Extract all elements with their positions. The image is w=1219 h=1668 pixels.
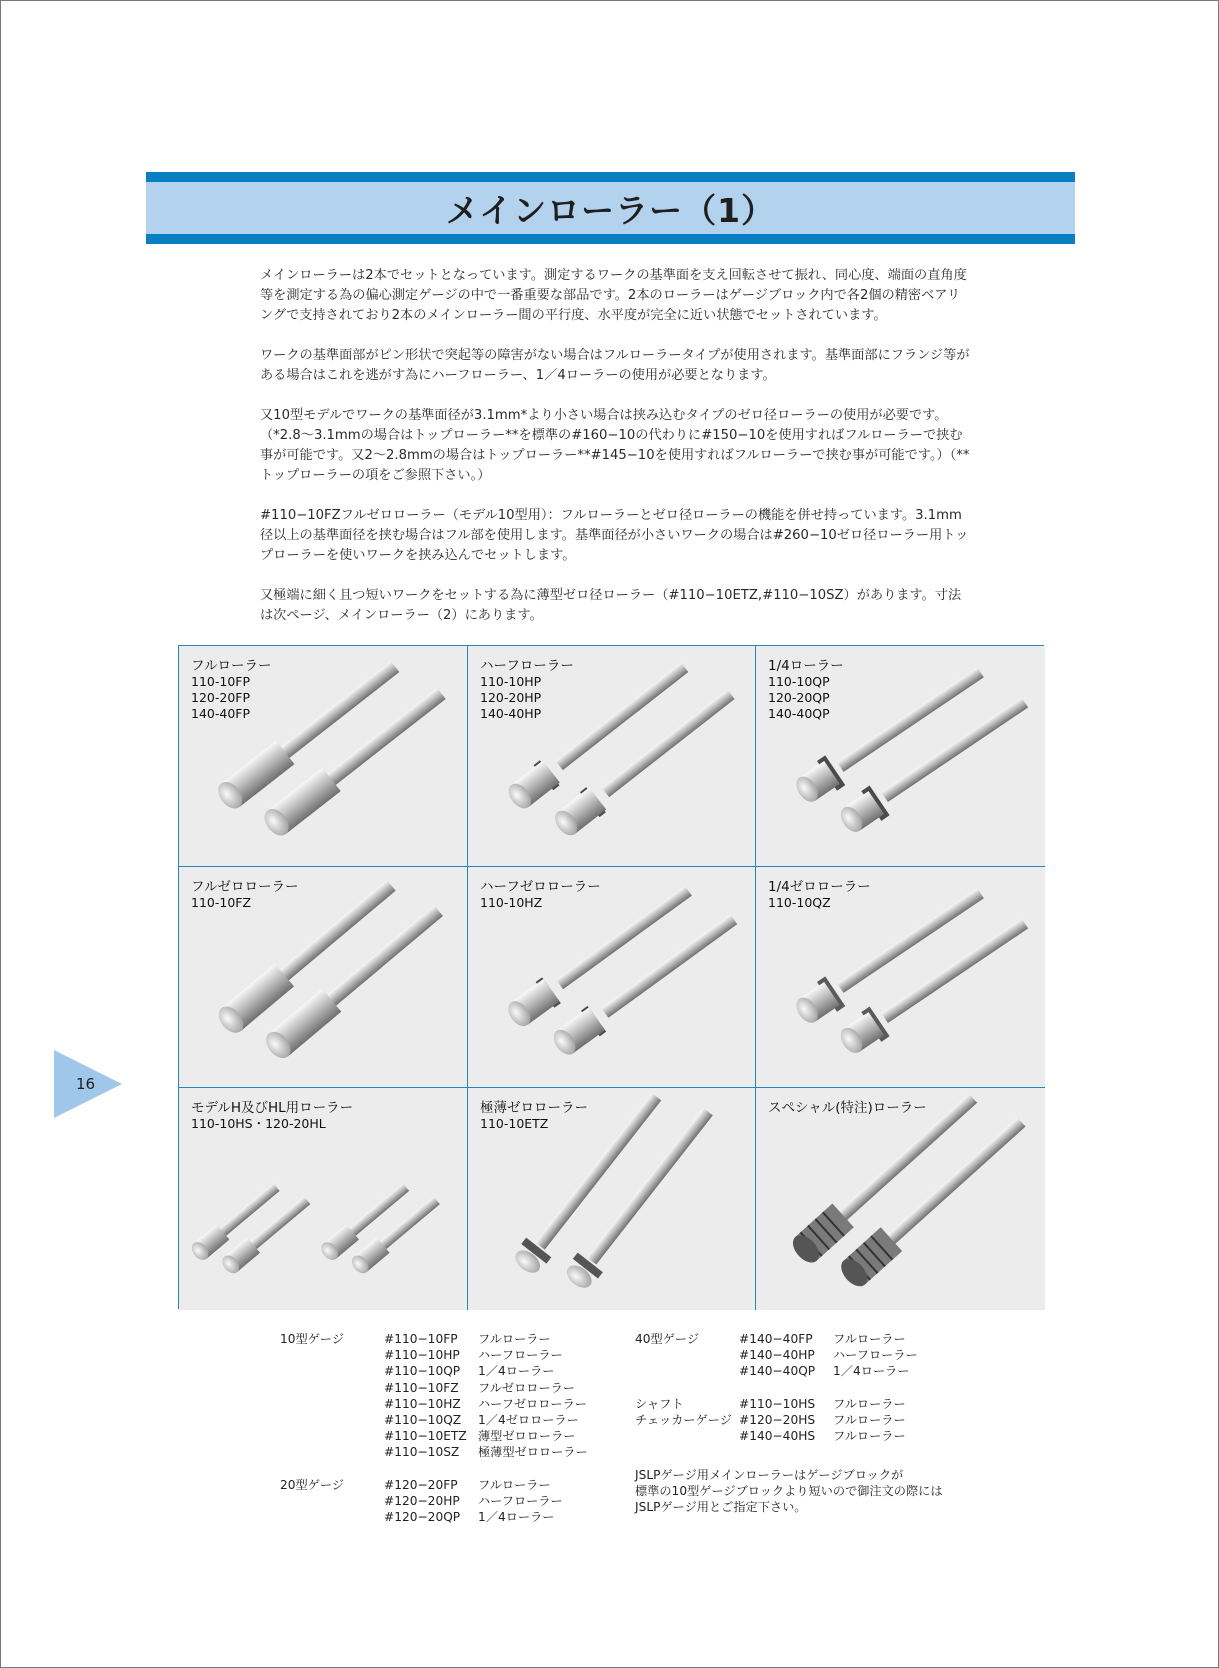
part-name: フルローラー xyxy=(833,1332,906,1346)
paragraph-1: メインローラーは2本でセットとなっています。測定するワークの基準面を支え回転させて振れ、同心度、端面の直角度等を測定する為の偏心測定ゲージの中で一番重要な部品です。2本のローラーはゲージブロック内で各2個の精密ベアリングで支持されており2本のメインローラー間の平行度、水平度が完全に近い状態でセットされています。 xyxy=(260,268,967,323)
part-name: 1／4ローラー xyxy=(478,1510,555,1525)
group-label: チェッカーゲージ xyxy=(635,1413,732,1427)
table-row xyxy=(280,1412,598,1428)
part-name: ハーフローラー xyxy=(478,1494,563,1509)
paragraph-4: #110−10FZフルゼロローラー（モデル10型用）：フルローラーとゼロ径ローラーの機能を併せ持っています。3.1mm径以上の基準面径を挟む場合はフル部を使用します。基準面径が小さいワークの場合は#260−10ゼロ径ローラー用トップローラーを使いワークを挟み込んでセットします。 xyxy=(260,508,969,563)
model-table-right xyxy=(635,1331,953,1444)
table-row xyxy=(635,1331,953,1347)
cell-text xyxy=(191,1100,353,1132)
cell-text xyxy=(768,879,871,911)
part-name: ハーフローラー xyxy=(478,1348,563,1363)
table-row xyxy=(280,1428,598,1444)
part-name: フルローラー xyxy=(478,1332,551,1346)
product-name: フルゼロローラー xyxy=(191,879,299,895)
table-row xyxy=(280,1363,598,1379)
group-label: 20型ゲージ xyxy=(280,1477,345,1492)
part-number: #110−10QP xyxy=(384,1364,461,1379)
group-label: 10型ゲージ xyxy=(280,1332,345,1346)
product-cell-special-roller xyxy=(756,1088,1045,1310)
part-number: #120−20HS xyxy=(739,1413,816,1427)
table-row xyxy=(635,1363,953,1379)
table-row xyxy=(635,1412,953,1428)
product-cell-quarter-zero-roller xyxy=(756,867,1045,1088)
part-number: #110−10HZ xyxy=(384,1396,461,1411)
product-grid xyxy=(178,645,1044,1309)
part-number: #120−20FP xyxy=(384,1477,458,1492)
part-number: #110−10FP xyxy=(384,1332,458,1346)
banner-top-stripe xyxy=(146,172,1075,182)
cell-text xyxy=(480,658,574,722)
note-line: JSLPゲージ用メインローラーはゲージブロックが xyxy=(635,1468,904,1482)
part-name: フルローラー xyxy=(833,1429,906,1444)
product-code: 120-20QP xyxy=(768,690,830,705)
product-cell-thin-zero-roller xyxy=(468,1088,756,1310)
model-table-left xyxy=(280,1331,598,1525)
page-number: 16 xyxy=(76,1075,96,1093)
paragraph-5: 又極端に細く且つ短いワークをセットする為に薄型ゼロ径ローラー（#110−10ETZ,#110−10SZ）があります。寸法は次ページ、メインローラー（2）にあります。 xyxy=(260,588,962,623)
banner-bottom-stripe xyxy=(146,234,1075,244)
part-number: #120−20QP xyxy=(384,1510,461,1525)
table-row xyxy=(280,1331,598,1347)
table-row xyxy=(635,1428,953,1444)
part-name: 薄型ゼロローラー xyxy=(478,1429,576,1444)
product-name: 1/4ローラー xyxy=(768,658,844,674)
part-name: フルローラー xyxy=(833,1396,906,1411)
part-number: #140−40HP xyxy=(739,1348,815,1363)
product-name: ハーフゼロローラー xyxy=(480,879,601,895)
product-name: スペシャル(特注)ローラー xyxy=(768,1100,927,1116)
product-code: 110-10FZ xyxy=(191,895,252,910)
cell-text xyxy=(480,1100,588,1132)
product-code: 110-10HZ xyxy=(480,895,543,910)
table-row xyxy=(280,1396,598,1412)
part-name: 1／4ローラー xyxy=(478,1364,555,1379)
group-label: シャフト xyxy=(635,1396,684,1411)
part-number: #140−40HS xyxy=(739,1429,816,1444)
product-code: 110-10QZ xyxy=(768,895,831,910)
part-number: #110−10ETZ xyxy=(384,1429,467,1444)
product-code: 140-40QP xyxy=(768,706,830,721)
part-name: 1／4ゼロローラー xyxy=(478,1413,579,1428)
part-name: フルゼロローラー xyxy=(478,1380,576,1395)
product-name: モデルH及びHL用ローラー xyxy=(191,1100,354,1116)
product-cell-half-roller xyxy=(468,646,756,867)
product-cell-quarter-roller xyxy=(756,646,1045,867)
product-name: ハーフローラー xyxy=(480,658,574,674)
part-name: フルローラー xyxy=(833,1413,906,1427)
page-title: メインローラー（1） xyxy=(445,190,776,230)
part-number: #140−40QP xyxy=(739,1364,816,1379)
product-code: 110-10ETZ xyxy=(480,1116,549,1131)
paragraph-3: 又10型モデルでワークの基準面径が3.1mm*より小さい場合は挟み込むタイプのゼロ径ローラーの使用が必要です。（*2.8〜3.1mmの場合はトップローラー**を標準の#160−10の代わりに#150−10を使用すればフルローラーで挟む事が可能です。又2〜2.8mmの場合はトップローラー**#145−10を使用すればフルローラーで挟む事が可能です。）（**トップローラーの項をご参照下さい。） xyxy=(260,408,970,483)
roller-photo xyxy=(756,1088,1045,1310)
product-name: フルローラー xyxy=(191,658,272,674)
part-name: フルローラー xyxy=(478,1477,551,1492)
part-name: ハーフゼロローラー xyxy=(478,1396,587,1411)
product-code: 110-10FP xyxy=(191,674,251,689)
paragraph-2: ワークの基準面部がピン形状で突起等の障害がない場合はフルローラータイプが使用されます。基準面部にフランジ等がある場合はこれを逃がす為にハーフローラー、1／4ローラーの使用が必要となります。 xyxy=(260,348,970,383)
table-row xyxy=(280,1509,598,1525)
table-row xyxy=(280,1493,598,1509)
table-row xyxy=(635,1347,953,1363)
cell-text xyxy=(191,658,271,722)
part-name: 1／4ローラー xyxy=(833,1364,910,1379)
product-name: 1/4ゼロローラー xyxy=(768,879,871,895)
cell-text xyxy=(191,879,298,911)
product-code: 120-20FP xyxy=(191,690,251,705)
product-code: 120-20HP xyxy=(480,690,542,705)
jslp-note xyxy=(635,1467,943,1516)
part-name: 極薄型ゼロローラー xyxy=(478,1445,588,1460)
part-name: ハーフローラー xyxy=(833,1348,918,1363)
part-number: #110−10SZ xyxy=(384,1445,460,1460)
product-code: 110-10HS・120-20HL xyxy=(191,1116,326,1131)
part-number: #120−20HP xyxy=(384,1494,460,1509)
cell-text xyxy=(768,658,844,722)
product-cell-full-roller xyxy=(179,646,468,867)
cell-text xyxy=(768,1100,927,1116)
note-line: JSLPゲージ用とご指定下さい。 xyxy=(635,1500,807,1515)
cell-text xyxy=(480,879,601,911)
table-row xyxy=(635,1396,953,1412)
body-text xyxy=(260,266,970,646)
table-row xyxy=(280,1380,598,1396)
product-code: 140-40HP xyxy=(480,706,542,721)
table-row xyxy=(280,1477,598,1493)
part-number: #110−10QZ xyxy=(384,1413,462,1428)
part-number: #110−10HP xyxy=(384,1348,460,1363)
product-cell-model-h-roller xyxy=(179,1088,468,1310)
product-code: 140-40FP xyxy=(191,706,251,721)
title-banner xyxy=(146,182,1075,234)
note-line: 標準の10型ゲージブロックより短いので御注文の際には xyxy=(635,1484,943,1499)
product-cell-half-zero-roller xyxy=(468,867,756,1088)
part-number: #110−10FZ xyxy=(384,1380,459,1395)
product-code: 110-10HP xyxy=(480,674,542,689)
product-name: 極薄ゼロローラー xyxy=(480,1100,588,1116)
group-label: 40型ゲージ xyxy=(635,1332,700,1346)
part-number: #140−40FP xyxy=(739,1332,813,1346)
part-number: #110−10HS xyxy=(739,1396,816,1411)
table-row xyxy=(280,1444,598,1460)
product-cell-full-zero-roller xyxy=(179,867,468,1088)
product-code: 110-10QP xyxy=(768,674,830,689)
table-row xyxy=(280,1347,598,1363)
